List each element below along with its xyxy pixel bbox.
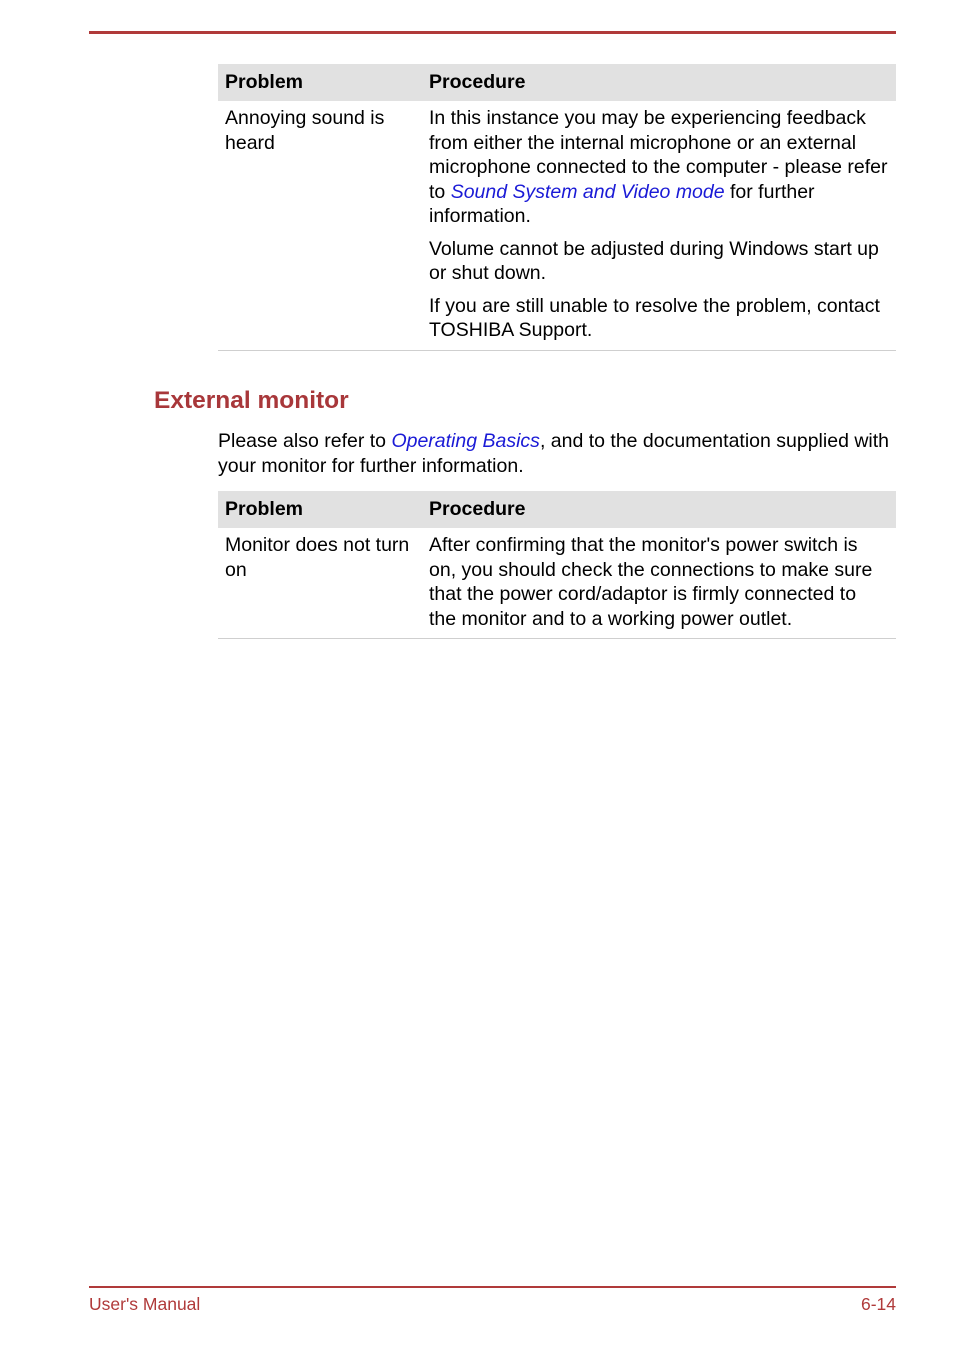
procedure-paragraph: If you are still unable to resolve the problem, contact TOSHIBA Support. bbox=[429, 294, 880, 341]
page-number: 6-14 bbox=[860, 1294, 896, 1314]
footer-rule bbox=[89, 1286, 896, 1288]
problem-cell: Annoying sound is heard bbox=[218, 101, 422, 350]
header-rule bbox=[89, 31, 896, 34]
procedure-cell bbox=[422, 101, 896, 350]
operating-basics-link[interactable]: Operating Basics bbox=[391, 430, 540, 452]
intro-text: Please also refer to bbox=[218, 430, 392, 452]
procedure-paragraph: Volume cannot be adjusted during Windows start up or shut down. bbox=[429, 237, 879, 284]
footer-manual-title: User's Manual bbox=[89, 1294, 201, 1314]
table-row bbox=[218, 528, 896, 639]
section-heading: External monitor bbox=[154, 387, 349, 414]
table-header-row bbox=[218, 64, 896, 101]
procedure-paragraph bbox=[429, 106, 888, 229]
procedure-text: In this instance you may be experiencing feedback from either the internal microphone or an external microphone connected to the computer - please refer to bbox=[429, 107, 888, 203]
problem-column-header: Problem bbox=[218, 491, 422, 528]
section-intro bbox=[218, 429, 896, 479]
intro-text: , and to the documentation supplied with your monitor for further information. bbox=[218, 430, 890, 477]
sound-troubleshooting-table bbox=[218, 64, 896, 351]
procedure-column-header: Procedure bbox=[422, 491, 896, 528]
procedure-column-header: Procedure bbox=[422, 64, 896, 101]
procedure-paragraph: After confirming that the monitor's power switch is on, you should check the connections to make sure that the power cord/adaptor is firmly connected to the monitor and to a working power outlet. bbox=[429, 534, 873, 630]
sound-system-link[interactable]: Sound System and Video mode bbox=[450, 180, 725, 203]
problem-column-header: Problem bbox=[218, 64, 422, 101]
monitor-troubleshooting-table bbox=[218, 491, 896, 639]
table-row bbox=[218, 101, 896, 350]
procedure-cell bbox=[422, 528, 896, 639]
table-header-row bbox=[218, 491, 896, 528]
procedure-text: for further information. bbox=[429, 180, 815, 227]
problem-cell: Monitor does not turn on bbox=[218, 528, 422, 639]
